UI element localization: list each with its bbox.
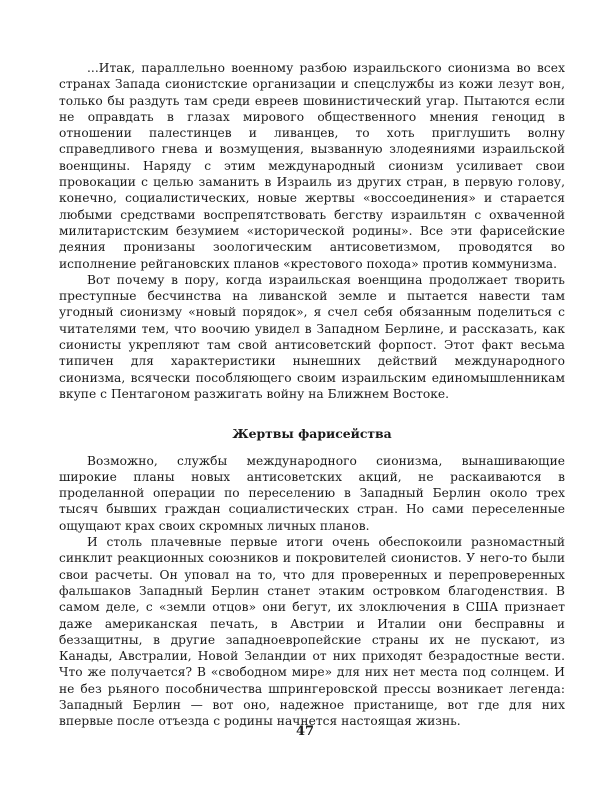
paragraph: И столь плачевные первые итоги очень обеспокоили разномастный синклит реакционных союзников и покровителей сионистов. У него-то были свои расчеты. Он уповал на то, что для проверенных и перепроверенных фальшаков Западный Берлин станет этаким островком благоденствия. В самом деле, с «земли отцов» они бегут, их злоключения в США признает даже американская печать, в Австрии и Италии они бесправны и беззащитны, в другие западноевропейские страны их не пускают, из Канады, Австралии, Новой Зеландии от них приходят безрадостные вести. Что же получается? В «свободном мире» для них нет места под солнцем. И не без рьяного пособничества шпрингеровской прессы возникает легенда: Западный Берлин — вот оно, надежное пристанище, вот где для них впервые после отъезда с родины начнется настоящая жизнь. [59, 535, 565, 729]
page-body [59, 60, 565, 730]
paragraph: Вот почему в пору, когда израильская военщина продолжает творить преступные бесчинства на ливанской земле и пытается навести там угодный сионизму «новый порядок», я счел себя обязанным поделиться с читателями тем, что воочию увидел в Западном Берлине, и рассказать, как сионисты укрепляют там свой антисоветский форпост. Этот факт весьма типичен для характеристики нынешних действий международного сионизма, всячески пособляющего своим израильским единомышленникам вкупе с Пентагоном разжигать войну на Ближнем Востоке. [59, 272, 565, 401]
page-number: 47 [295, 724, 315, 739]
paragraph: Возможно, службы международного сионизма, вынашивающие широкие планы новых антисоветских акций, не раскаиваются в проделанной операции по переселению в Западный Берлин около трех тысяч бывших граждан социалистических стран. Но сами переселенные ощущают крах своих скромных личных планов. [59, 453, 565, 533]
section-heading: Жертвы фарисейства [232, 426, 392, 442]
paragraph: ...Итак, параллельно военному разбою израильского сионизма во всех странах Запада сионистские организации и спецслужбы из кожи лезут вон, только бы раздуть там среди евреев шовинистический угар. Пытаются если не оправдать в глазах мирового общественного мнения геноцид в отношении палестинцев и ливанцев, то хоть приглушить волну справедливого гнева и возмущения, вызванную злодеяниями израильской военщины. Наряду с этим международный сионизм усиливает свои провокации с целью заманить в Израиль из других стран, в первую голову, конечно, социалистических, новые жертвы «воссоединения» и старается любыми средствами воспрепятствовать бегству израильтян с охваченной милитаристским безумием «исторической родины». Все эти фарисейские деяния пронизаны зоологическим антисоветизмом, проводятся во исполнение рейгановских планов «крестового похода» против коммунизма. [59, 61, 565, 271]
